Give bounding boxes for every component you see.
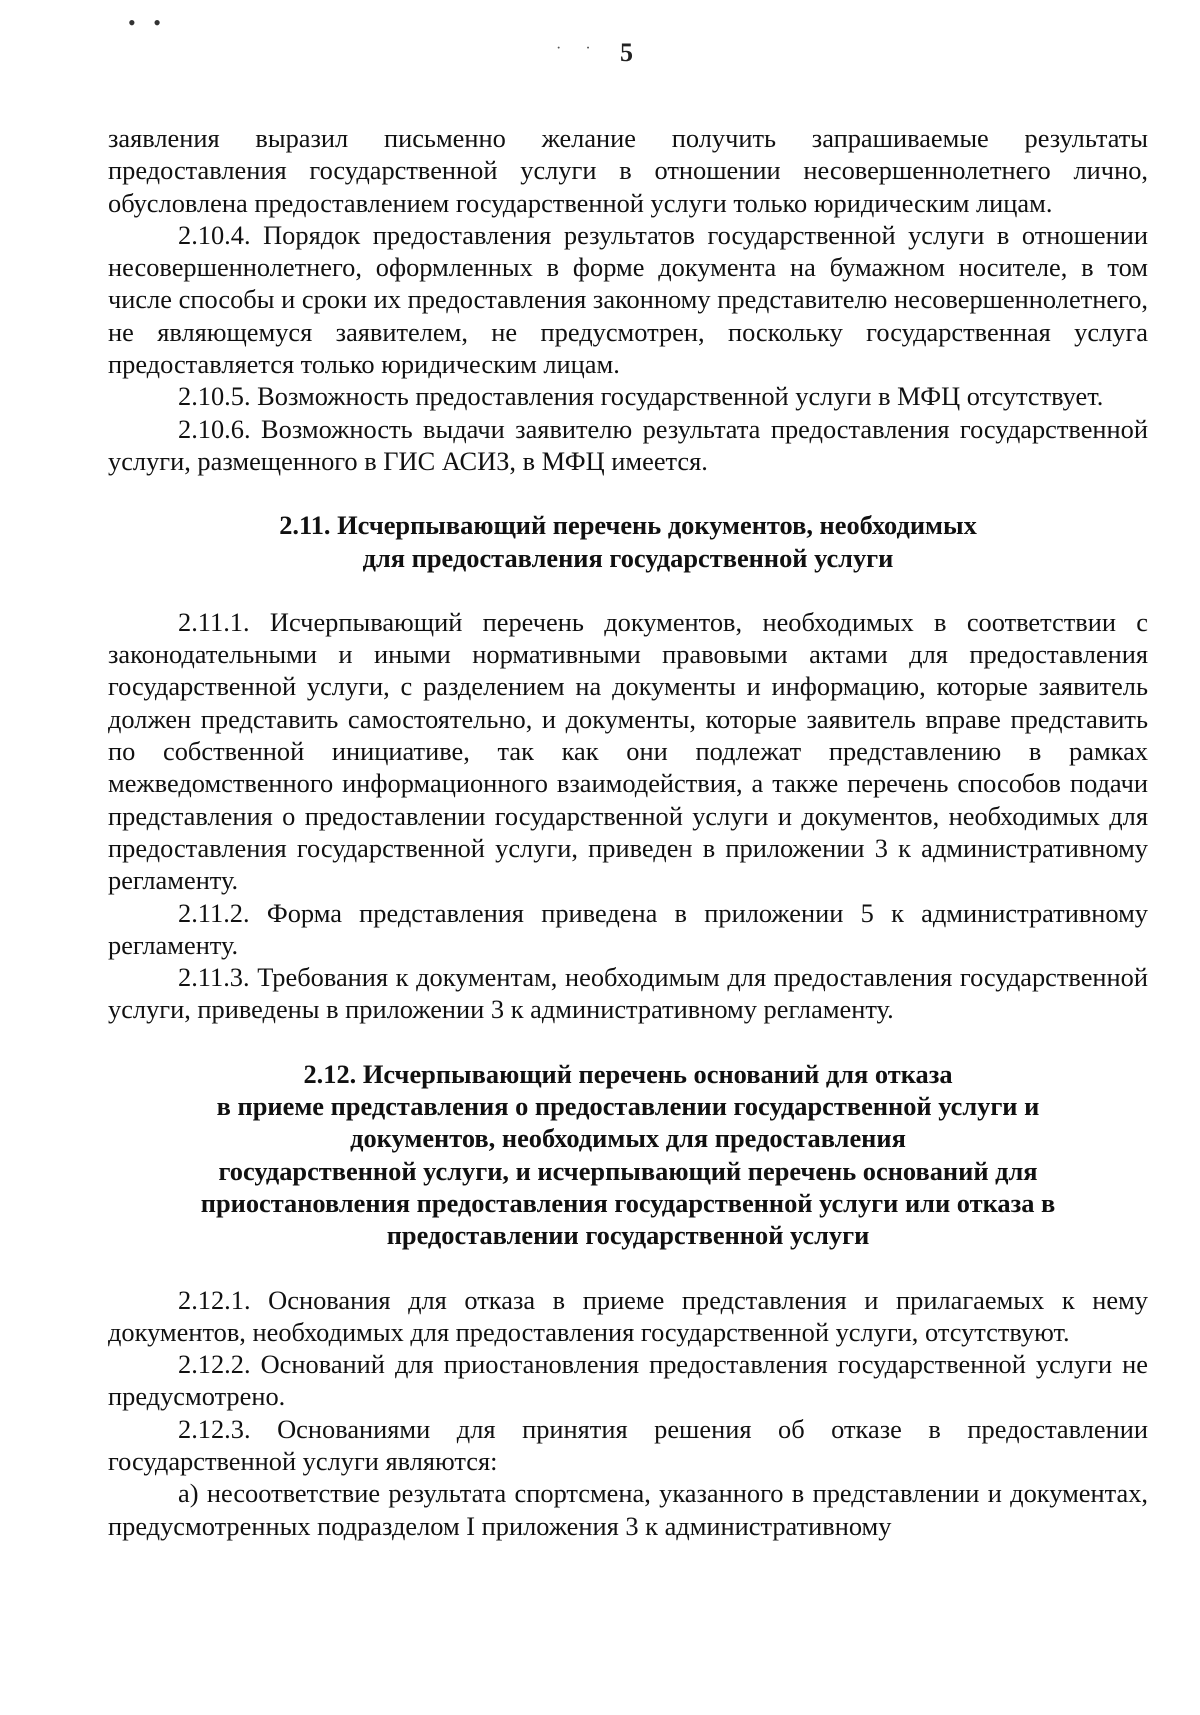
paragraph-continuation: заявления выразил письменно желание получить запрашиваемые результаты предоставления государственной услуги в отношении несовершеннолетнего лично, обусловлена предоставлением государственной услуги только юридическим лицам.	[108, 123, 1148, 218]
heading-line: 2.12. Исчерпывающий перечень оснований для отказа	[303, 1058, 953, 1089]
heading-line: государственной услуги, и исчерпывающий перечень оснований для	[218, 1155, 1038, 1186]
paragraph-2-12-3: 2.12.3. Основаниями для принятия решения об отказе в предоставлении государственной услуги являются:	[108, 1413, 1148, 1476]
heading-line: 2.11. Исчерпывающий перечень документов, необходимых	[279, 510, 977, 541]
scan-marks: · ·	[556, 40, 601, 57]
heading-line: в приеме представления о предоставлении государственной услуги и	[216, 1091, 1040, 1122]
heading-line: документов, необходимых для предоставления	[350, 1123, 906, 1154]
page-number: 5	[620, 38, 633, 67]
paragraph-2-12-1: 2.12.1. Основания для отказа в приеме представления и прилагаемых к нему документов, необходимых для предоставления государственной услуги, отсутствуют.	[108, 1284, 1148, 1347]
section-heading-2-12	[108, 1058, 1148, 1252]
paragraph-2-11-1: 2.11.1. Исчерпывающий перечень документов, необходимых в соответствии с законодательными и иными нормативными правовыми актами для предоставления государственной услуги, с разделением на документы и информацию, которые заявитель должен представить самостоятельно, и документы, которые заявитель вправе представить по собственной инициативе, так как они подлежат представлению в рамках межведомственного информационного взаимодействия, а также перечень способов подачи представления о предоставлении государственной услуги и документов, необходимых для предоставления государственной услуги, приведен в приложении 3 к административному регламенту.	[108, 606, 1148, 896]
paragraph-2-10-5: 2.10.5. Возможность предоставления государственной услуги в МФЦ отсутствует.	[178, 381, 1104, 412]
document-body	[108, 122, 1148, 1542]
paragraph-2-12-2: 2.12.2. Оснований для приостановления предоставления государственной услуги не предусмотрено.	[108, 1349, 1148, 1412]
paragraph-2-12-3-a: а) несоответствие результата спортсмена, указанного в представлении и документах, предусмотренных подразделом I приложения 3 к административному	[108, 1478, 1148, 1541]
paragraph-2-10-4: 2.10.4. Порядок предоставления результатов государственной услуги в отношении несовершеннолетнего, оформленных в форме документа на бумажном носителе, в том числе способы и сроки их предоставления законному представителю несовершеннолетнего, не являющемуся заявителем, не предусмотрен, поскольку государственная услуга предоставляется только юридическим лицам.	[108, 219, 1148, 380]
paragraph-2-11-2: 2.11.2. Форма представления приведена в приложении 5 к административному регламенту.	[108, 897, 1148, 960]
paragraph-2-11-3: 2.11.3. Требования к документам, необходимым для предоставления государственной услуги, приведены в приложении 3 к административному регламенту.	[108, 962, 1148, 1025]
paragraph-2-10-6: 2.10.6. Возможность выдачи заявителю результата предоставления государственной услуги, размещенного в ГИС АСИЗ, в МФЦ имеется.	[108, 413, 1148, 476]
heading-line: приостановления предоставления государственной услуги или отказа в	[200, 1187, 1056, 1218]
scan-specks: • •	[128, 10, 167, 35]
heading-line: для предоставления государственной услуги	[362, 542, 894, 573]
heading-line: предоставлении государственной услуги	[386, 1220, 870, 1251]
section-heading-2-11	[108, 509, 1148, 574]
